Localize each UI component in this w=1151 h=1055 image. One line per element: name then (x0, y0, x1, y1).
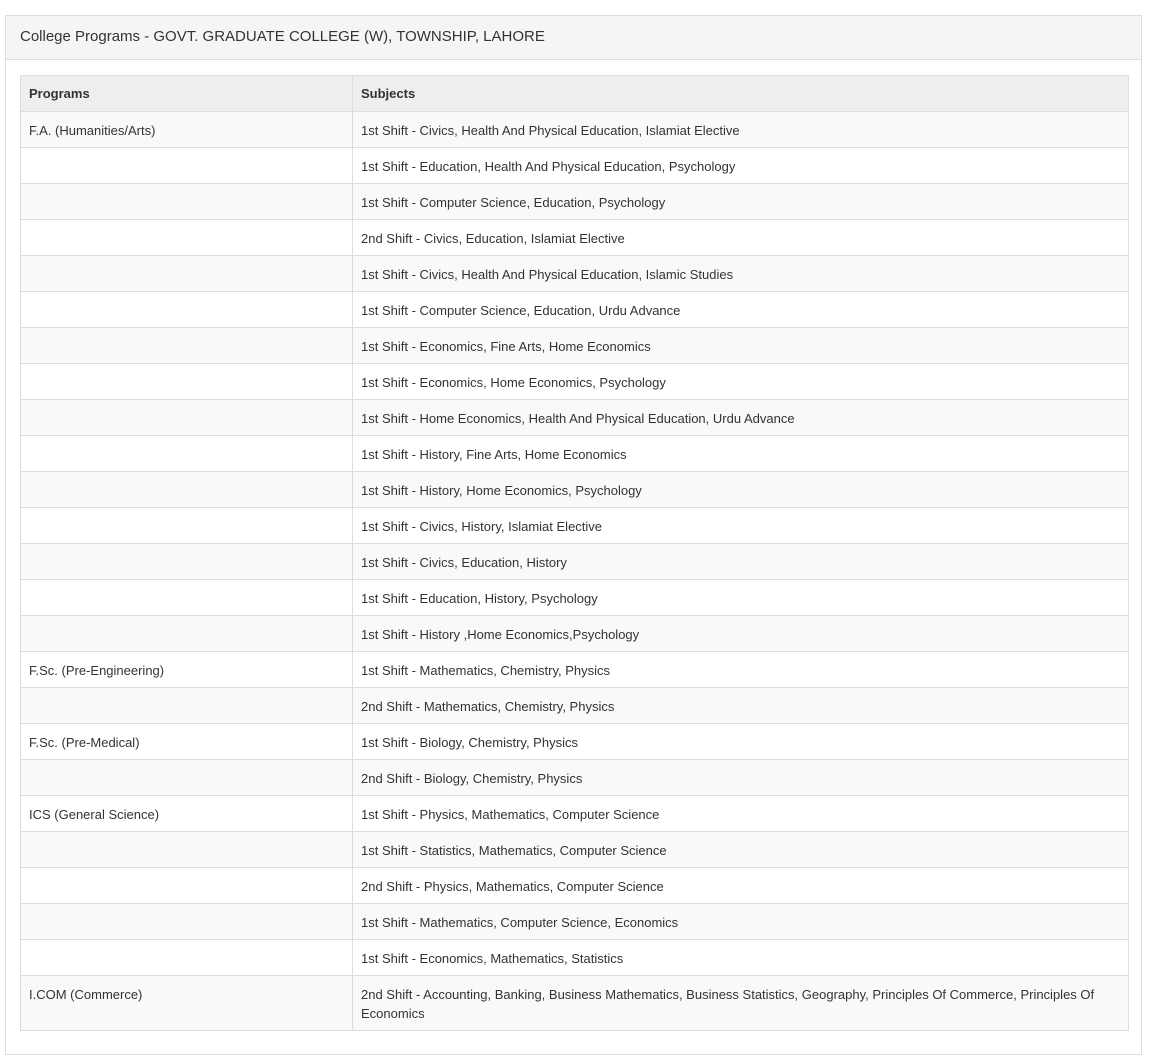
table-row (21, 148, 1129, 184)
program-cell (21, 472, 353, 508)
subjects-cell: 1st Shift - Civics, Education, History (353, 544, 1129, 580)
table-row (21, 688, 1129, 724)
table-row (21, 508, 1129, 544)
program-cell (21, 580, 353, 616)
subjects-cell: 2nd Shift - Accounting, Banking, Business Mathematics, Business Statistics, Geography, Principles Of Commerce, Principles Of Economics (353, 976, 1129, 1031)
program-cell (21, 508, 353, 544)
table-header-row (21, 76, 1129, 112)
program-cell (21, 760, 353, 796)
program-cell (21, 328, 353, 364)
subjects-cell: 1st Shift - Computer Science, Education, Psychology (353, 184, 1129, 220)
table-row (21, 292, 1129, 328)
programs-table (20, 75, 1129, 1031)
subjects-cell: 1st Shift - Civics, History, Islamiat Elective (353, 508, 1129, 544)
table-row (21, 544, 1129, 580)
table-row (21, 832, 1129, 868)
header-programs: Programs (21, 76, 353, 112)
table-row (21, 652, 1129, 688)
subjects-cell: 1st Shift - Statistics, Mathematics, Computer Science (353, 832, 1129, 868)
table-row (21, 400, 1129, 436)
program-cell (21, 832, 353, 868)
program-cell (21, 616, 353, 652)
subjects-cell: 2nd Shift - Civics, Education, Islamiat Elective (353, 220, 1129, 256)
program-cell: F.A. (Humanities/Arts) (21, 112, 353, 148)
subjects-cell: 1st Shift - Mathematics, Computer Science, Economics (353, 904, 1129, 940)
program-cell (21, 436, 353, 472)
subjects-cell: 1st Shift - Economics, Home Economics, Psychology (353, 364, 1129, 400)
table-row (21, 436, 1129, 472)
subjects-cell: 1st Shift - Mathematics, Chemistry, Physics (353, 652, 1129, 688)
table-row (21, 904, 1129, 940)
table-row (21, 940, 1129, 976)
panel-title: College Programs - GOVT. GRADUATE COLLEGE (W), TOWNSHIP, LAHORE (6, 16, 1141, 60)
program-cell (21, 256, 353, 292)
subjects-cell: 1st Shift - Civics, Health And Physical Education, Islamiat Elective (353, 112, 1129, 148)
subjects-cell: 1st Shift - Home Economics, Health And Physical Education, Urdu Advance (353, 400, 1129, 436)
table-row (21, 976, 1129, 1031)
table-row (21, 328, 1129, 364)
subjects-cell: 1st Shift - History ,Home Economics,Psychology (353, 616, 1129, 652)
table-row (21, 364, 1129, 400)
subjects-cell: 1st Shift - Biology, Chemistry, Physics (353, 724, 1129, 760)
program-cell (21, 148, 353, 184)
table-row (21, 580, 1129, 616)
program-cell (21, 940, 353, 976)
subjects-cell: 2nd Shift - Physics, Mathematics, Computer Science (353, 868, 1129, 904)
college-programs-panel (5, 15, 1142, 1055)
program-cell (21, 184, 353, 220)
subjects-cell: 1st Shift - Education, History, Psychology (353, 580, 1129, 616)
subjects-cell: 1st Shift - History, Fine Arts, Home Economics (353, 436, 1129, 472)
table-row (21, 796, 1129, 832)
program-cell: F.Sc. (Pre-Engineering) (21, 652, 353, 688)
table-body (21, 112, 1129, 1031)
table-row (21, 868, 1129, 904)
subjects-cell: 1st Shift - History, Home Economics, Psychology (353, 472, 1129, 508)
subjects-cell: 2nd Shift - Mathematics, Chemistry, Physics (353, 688, 1129, 724)
program-cell (21, 868, 353, 904)
program-cell: I.COM (Commerce) (21, 976, 353, 1031)
program-cell (21, 544, 353, 580)
table-row (21, 184, 1129, 220)
program-cell (21, 292, 353, 328)
header-subjects: Subjects (353, 76, 1129, 112)
table-row (21, 760, 1129, 796)
program-cell: F.Sc. (Pre-Medical) (21, 724, 353, 760)
program-cell (21, 904, 353, 940)
program-cell (21, 400, 353, 436)
programs-table-container (20, 75, 1128, 1031)
program-cell (21, 220, 353, 256)
subjects-cell: 1st Shift - Education, Health And Physical Education, Psychology (353, 148, 1129, 184)
subjects-cell: 1st Shift - Economics, Fine Arts, Home Economics (353, 328, 1129, 364)
subjects-cell: 2nd Shift - Biology, Chemistry, Physics (353, 760, 1129, 796)
subjects-cell: 1st Shift - Computer Science, Education, Urdu Advance (353, 292, 1129, 328)
subjects-cell: 1st Shift - Civics, Health And Physical Education, Islamic Studies (353, 256, 1129, 292)
table-row (21, 256, 1129, 292)
program-cell (21, 688, 353, 724)
table-row (21, 724, 1129, 760)
subjects-cell: 1st Shift - Physics, Mathematics, Computer Science (353, 796, 1129, 832)
subjects-cell: 1st Shift - Economics, Mathematics, Statistics (353, 940, 1129, 976)
table-row (21, 472, 1129, 508)
table-row (21, 112, 1129, 148)
program-cell: ICS (General Science) (21, 796, 353, 832)
table-row (21, 616, 1129, 652)
program-cell (21, 364, 353, 400)
table-row (21, 220, 1129, 256)
